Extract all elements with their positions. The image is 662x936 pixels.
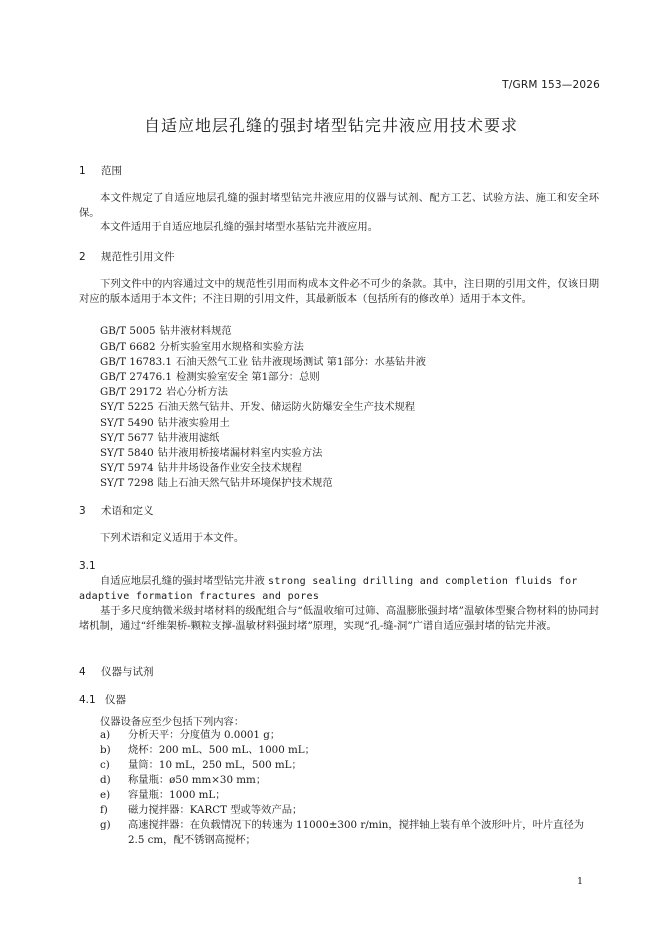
page-number: 1 <box>576 876 583 887</box>
section-number: 4 <box>79 666 86 678</box>
reference-item: SY/T 5974 钻井井场设备作业安全技术规程 <box>100 462 302 474</box>
reference-item: SY/T 7298 陆上石油天然气钻井环境保护技术规范 <box>100 477 333 489</box>
term-chinese: 自适应地层孔缝的强封堵型钻完井液 <box>100 575 265 587</box>
section-number: 3 <box>79 505 86 517</box>
term-definition: 基于多尺度纳微米级封堵材料的级配组合与“低温收缩可过筛、高温膨胀强封堵”温敏体型聚合物材料的协同封堵机制，通过“纤维架桥-颗粒支撑-温敏材料强封堵”原理，实现“孔-缝-洞”广谱自适应强封堵的钻完井液。 <box>79 605 599 632</box>
section-1-paragraph-1: 本文件规定了自适应地层孔缝的强封堵型钻完井液应用的仪器与试剂、配方工艺、试验方法、施工和安全环保。 <box>79 192 599 219</box>
list-item: g) 高速搅拌器：在负载情况下的转速为 11000±300 r/min，搅拌轴上装有单个波形叶片，叶片直径为 2.5 cm，配不锈钢高搅杯； <box>100 819 585 846</box>
reference-item: GB/T 16783.1 石油天然气工业 钻井液现场测试 第1部分：水基钻井液 <box>100 356 426 368</box>
subsection-title: 仪器 <box>105 694 126 706</box>
section-title: 术语和定义 <box>101 505 154 517</box>
term-english: strong sealing drilling and completion fluids for adaptive formation fractures and pores <box>79 576 578 602</box>
list-item: a) 分析天平：分度值为 0.0001 g； <box>100 729 281 741</box>
document-title: 自适应地层孔缝的强封堵型钻完井液应用技术要求 <box>143 116 518 135</box>
section-2-paragraph-1: 下列文件中的内容通过文中的规范性引用而构成本文件必不可少的条款。其中，注日期的引用文件，仅该日期对应的版本适用于本文件；不注日期的引用文件，其最新版本（包括所有的修改单）适用于本文件。 <box>79 278 599 305</box>
section-3-paragraph-1: 下列术语和定义适用于本文件。 <box>100 532 245 544</box>
section-4-heading <box>79 664 154 679</box>
section-1-heading <box>79 163 122 178</box>
reference-item: SY/T 5490 钻井液实验用土 <box>100 417 230 429</box>
reference-item: GB/T 29172 岩心分析方法 <box>100 386 228 398</box>
list-item: d) 称量瓶：ø50 mm×30 mm； <box>100 774 267 786</box>
reference-item: GB/T 27476.1 检测实验室安全 第1部分：总则 <box>100 371 320 383</box>
reference-item: GB/T 5005 钻井液材料规范 <box>100 325 232 337</box>
term-number: 3.1 <box>79 560 96 572</box>
reference-item: SY/T 5225 石油天然气钻井、开发、储运防火防爆安全生产技术规程 <box>100 401 416 413</box>
section-3-heading <box>79 503 154 518</box>
document-number: T/GRM 153—2026 <box>502 79 600 91</box>
list-item: f) 磁力搅拌器：KARCT 型或等效产品； <box>100 804 303 816</box>
section-1-paragraph-2: 本文件适用于自适应地层孔缝的强封堵型水基钻完井液应用。 <box>100 221 379 233</box>
section-2-heading <box>79 249 175 264</box>
reference-item: SY/T 5840 钻井液用桥接堵漏材料室内实验方法 <box>100 447 323 459</box>
section-title: 范围 <box>101 165 122 177</box>
section-title: 仪器与试剂 <box>101 666 154 678</box>
subsection-number: 4.1 <box>79 694 96 706</box>
section-number: 2 <box>79 251 86 263</box>
reference-item: GB/T 6682 分析实验室用水规格和实验方法 <box>100 341 304 353</box>
term-entry <box>79 574 599 604</box>
subsection-4-1-heading <box>79 692 126 707</box>
list-item: b) 烧杯：200 mL、500 mL、1000 mL； <box>100 744 315 756</box>
section-number: 1 <box>79 165 86 177</box>
section-title: 规范性引用文件 <box>101 251 175 263</box>
list-item: c) 量筒：10 mL，250 mL，500 mL； <box>100 759 302 771</box>
list-item: e) 容量瓶：1000 mL； <box>100 789 226 801</box>
reference-item: SY/T 5677 钻井液用滤纸 <box>100 432 220 444</box>
list-intro: 仪器设备应至少包括下列内容： <box>100 716 245 728</box>
